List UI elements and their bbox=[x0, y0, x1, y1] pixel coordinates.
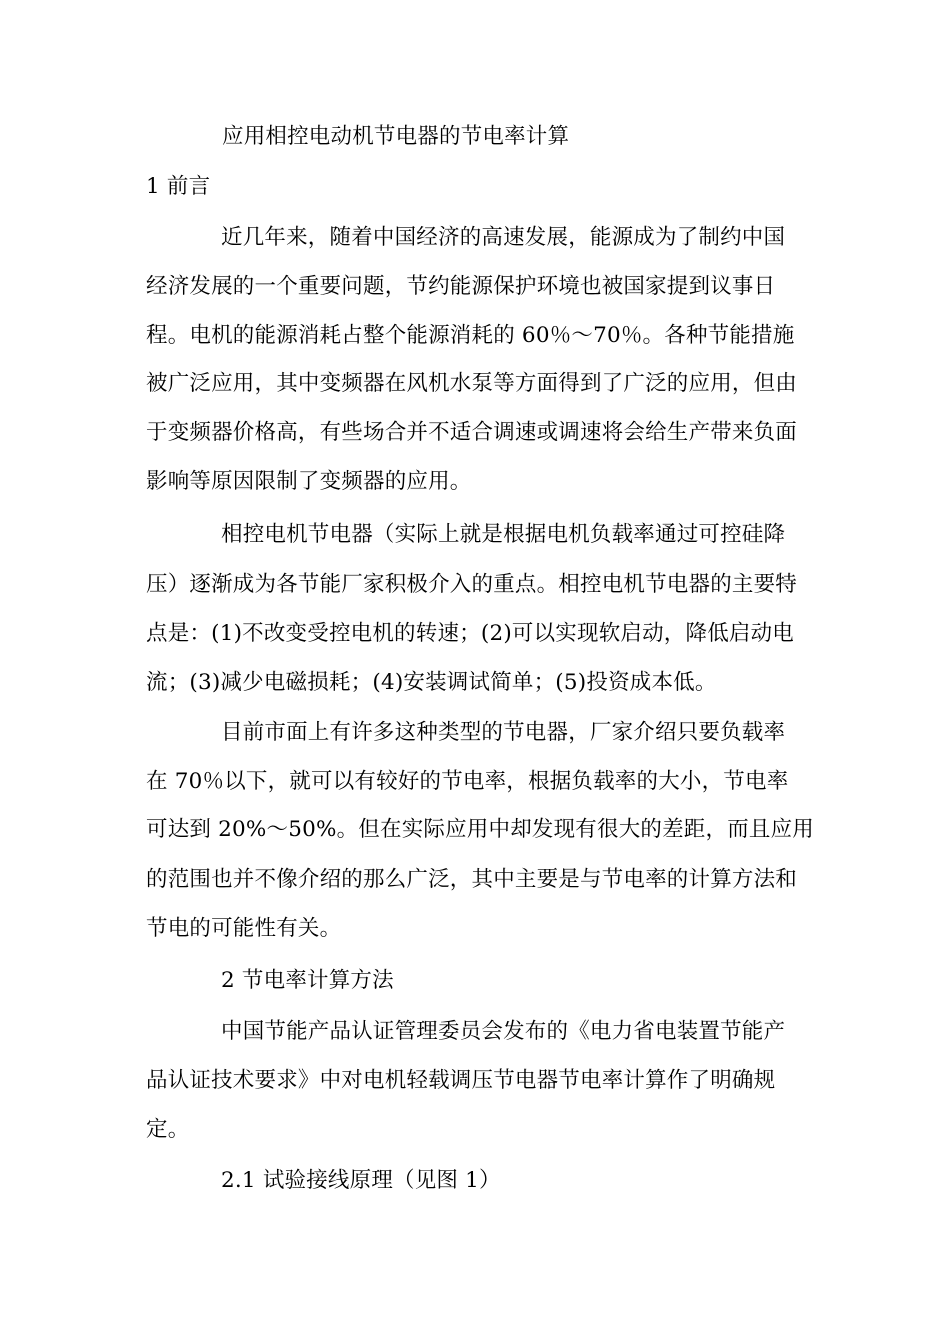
subsection-heading-test-wiring: 2.1 试验接线原理（见图 1） bbox=[221, 1168, 501, 1193]
paragraph-line: 中国节能产品认证管理委员会发布的《电力省电装置节能产 bbox=[221, 1019, 786, 1044]
paragraph-line: 目前市面上有许多这种类型的节电器，厂家介绍只要负载率 bbox=[221, 720, 786, 745]
paragraph-line: 被广泛应用，其中变频器在风机水泵等方面得到了广泛的应用，但由 bbox=[146, 371, 798, 396]
paragraph-line: 近几年来，随着中国经济的高速发展，能源成为了制约中国 bbox=[221, 225, 786, 250]
section-heading-calculation-method: 2 节电率计算方法 bbox=[221, 968, 394, 993]
paragraph-line: 相控电机节电器（实际上就是根据电机负载率通过可控硅降 bbox=[221, 522, 786, 547]
paragraph-line: 品认证技术要求》中对电机轻载调压节电器节电率计算作了明确规 bbox=[146, 1068, 776, 1093]
paragraph-line: 的范围也并不像介绍的那么广泛，其中主要是与节电率的计算方法和 bbox=[146, 867, 798, 892]
document-title: 应用相控电动机节电器的节电率计算 bbox=[222, 124, 570, 149]
paragraph-line: 在 70％以下，就可以有较好的节电率，根据负载率的大小，节电率 bbox=[146, 769, 789, 794]
paragraph-line: 于变频器价格高，有些场合并不适合调速或调速将会给生产带来负面 bbox=[146, 420, 798, 445]
section-heading-introduction: 1 前言 bbox=[146, 174, 211, 199]
paragraph-line: 点是：(1)不改变受控电机的转速；(2)可以实现软启动，降低启动电 bbox=[146, 621, 795, 646]
paragraph-line: 节电的可能性有关。 bbox=[146, 916, 342, 941]
paragraph-line: 影响等原因限制了变频器的应用。 bbox=[146, 469, 472, 494]
paragraph-line: 程。电机的能源消耗占整个能源消耗的 60％～70％。各种节能措施 bbox=[146, 323, 795, 348]
paragraph-line: 经济发展的一个重要问题，节约能源保护环境也被国家提到议事日 bbox=[146, 274, 776, 299]
paragraph-line: 可达到 20%～50%。但在实际应用中却发现有很大的差距，而且应用 bbox=[146, 817, 815, 842]
paragraph-line: 定。 bbox=[146, 1117, 190, 1142]
paragraph-line: 流；(3)减少电磁损耗；(4)安装调试简单；(5)投资成本低。 bbox=[146, 670, 717, 695]
paragraph-line: 压）逐渐成为各节能厂家积极介入的重点。相控电机节电器的主要特 bbox=[146, 572, 798, 597]
